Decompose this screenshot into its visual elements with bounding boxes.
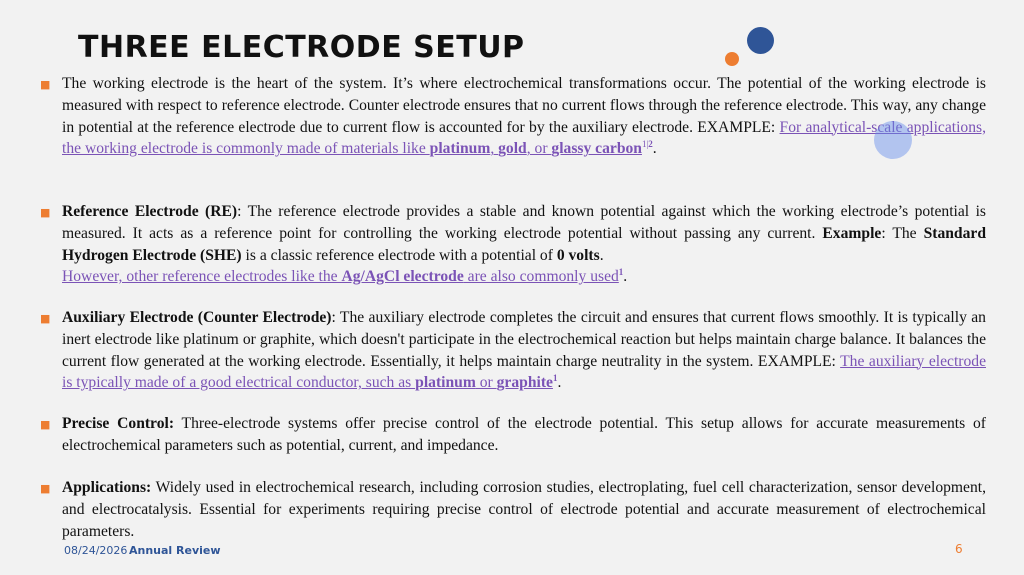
citation-separator: | [646,139,649,150]
item-end: . [652,140,657,158]
bullet-item-precise-control [40,413,986,457]
item-end: . [623,268,628,286]
item-text: Three-electrode systems offer precise control of the electrode potential. This setup allows for accurate measurements of electrochemical parameters such as potential, current, and impedance. [62,415,986,454]
link-separator: , or [526,140,552,158]
link-bold-platinum: platinum [429,140,491,158]
item-text: : The reference electrode provides a stable and known potential against which the working electrode’s potential is measured. It acts as a reference point for controlling the working electrode potential without passing any current. [62,203,986,242]
item-label: Reference Electrode (RE) [62,203,238,220]
link-text: are also commonly used [463,268,619,286]
item-text: . [599,246,604,264]
square-bullet-icon: ■ [40,482,51,495]
link-separator: , [490,140,499,158]
item-text: : The auxiliary electrode completes the circuit and ensures that current flows smoothly. It is typically an inert electrode like platinum or graphite, which doesn't participate in the electrochemical reaction but helps maintain charge balance. It balances the current flow generated at the working electrode. Essentially, it helps maintain charge neutrality in the system. EXAMPLE: [62,309,986,370]
decorative-orange-circle [725,52,739,66]
citation-2: 2 [648,139,653,150]
citation-superscript[interactable] [642,139,653,149]
slide-title: THREE ELECTRODE SETUP [78,30,525,65]
item-text: The working electrode is the heart of the system. It’s where electrochemical transformations occur. The potential of the working electrode is measured with respect to reference electrode. Counter electrode ensures that no current flows through the reference electrode. This way, any change in potential at the reference electrode due to current flow is accounted for by the auxiliary electrode. EXAMPLE: [62,75,986,136]
laser-pointer-highlight [874,121,912,159]
footer-date: 08/24/2026 [64,544,128,557]
bullet-item-reference-electrode [40,201,986,288]
bullet-item-working-electrode [40,73,986,160]
item-text: is a classic reference electrode with a potential of [241,246,557,264]
link-bold-platinum: platinum [415,374,476,392]
link-bold-graphite: graphite [496,374,553,392]
page-number: 6 [955,542,963,556]
item-end: . [557,374,562,392]
square-bullet-icon: ■ [40,418,51,431]
footer-label: Annual Review [129,544,221,557]
item-text: Widely used in electrochemical research, including corrosion studies, electroplating, fuel cell characterization, sensor development, and electrocatalysis. Essential for experiments requiring precise control of electrode potential and accurate measurement of electrochemical parameters. [62,479,986,540]
link-bold-gold: gold [498,140,527,158]
reference-electrode-example-link[interactable] [62,268,619,285]
bullet-item-applications [40,477,986,542]
square-bullet-icon: ■ [40,78,51,91]
she-label: Standard Hydrogen Electrode (SHE) [62,224,986,264]
zero-volts: 0 volts [556,246,600,264]
item-label: Precise Control: [62,415,175,432]
link-text: For analytical-scale applications, the working electrode is commonly made of materials like [62,118,986,158]
example-label: Example [822,224,882,242]
item-label: Auxiliary Electrode (Counter Electrode) [62,309,332,326]
link-bold-glassy-carbon: glassy carbon [551,140,642,158]
citation-1: 1 [641,139,647,150]
decorative-blue-circle [747,27,774,54]
link-bold-agagcl: Ag/AgCl electrode [341,268,464,286]
item-text: : The [881,224,924,242]
link-text: However, other reference electrodes like the [62,268,342,286]
square-bullet-icon: ■ [40,312,51,325]
item-label: Applications: [62,479,152,496]
bullet-item-auxiliary-electrode [40,307,986,394]
citation-superscript[interactable]: 1 [552,373,558,384]
link-text: The auxiliary electrode is typically made of a good electrical conductor, such as [62,352,986,392]
citation-superscript[interactable]: 1 [618,267,624,278]
link-separator: or [475,374,497,392]
square-bullet-icon: ■ [40,206,51,219]
